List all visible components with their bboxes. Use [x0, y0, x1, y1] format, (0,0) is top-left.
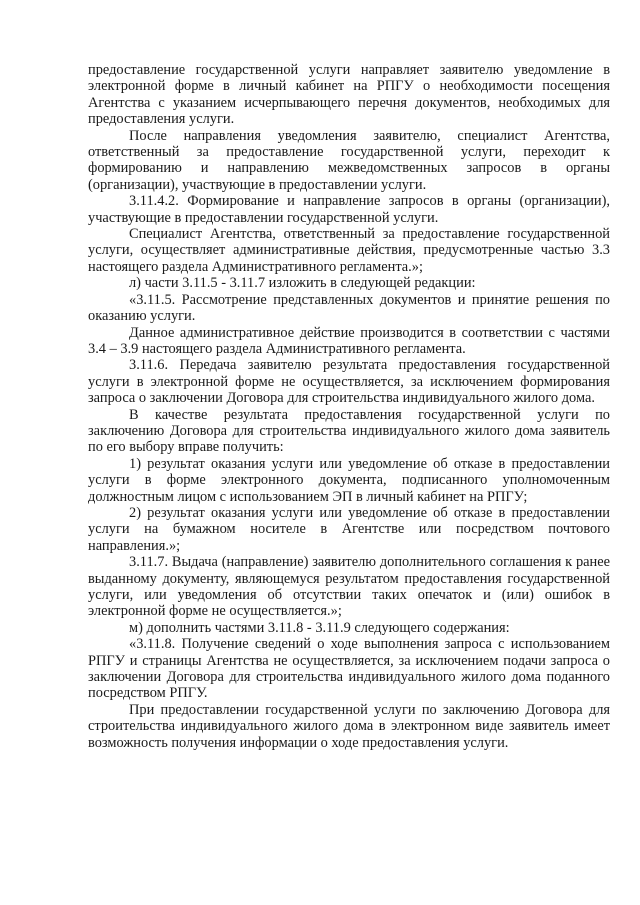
paragraph-specialist: Специалист Агентства, ответственный за предоставление государственной услуги, осуществляет административные действия, предусмотренные частью 3.3 настоящего раздела Административного регламента.»;: [88, 226, 610, 275]
paragraph-3-11-4-2: 3.11.4.2. Формирование и направление запросов в органы (организации), участвующие в предоставлении государственной услуги.: [88, 193, 610, 226]
paragraph-amendment-l: л) части 3.11.5 - 3.11.7 изложить в следующей редакции:: [129, 275, 476, 292]
paragraph-amendment-m: м) дополнить частями 3.11.8 - 3.11.9 следующего содержания:: [129, 619, 510, 636]
list-item-1: 1) результат оказания услуги или уведомление об отказе в предоставлении услуги в форме электронного документа, подписанного уполномоченным должностным лицом с использованием ЭП в личный кабинет на РПГУ;: [88, 455, 610, 505]
list-item-2: 2) результат оказания услуги или уведомление об отказе в предоставлении услуги на бумажном носителе в Агентстве или посредством почтового направления.»;: [88, 504, 610, 554]
paragraph-3-11-5: «3.11.5. Рассмотрение представленных документов и принятие решения по оказанию услуги.: [88, 291, 610, 325]
paragraph-final: При предоставлении государственной услуги по заключению Договора для строительства индивидуального жилого дома в электронном виде заявитель имеет возможность получения информации о ходе предоставления услуги.: [88, 701, 610, 751]
paragraph-continuation: предоставление государственной услуги направляет заявителю уведомление в электронной форме в личный кабинет на РПГУ о необходимости посещения Агентства с указанием исчерпывающего перечня документов, необходимых для предоставления услуги.: [88, 62, 610, 128]
paragraph-3-11-6: 3.11.6. Передача заявителю результата предоставления государственной услуги в электронной форме не осуществляется, за исключением формирования запроса о заключении Договора для строительства индивидуального жилого дома.: [88, 357, 610, 407]
paragraph-admin-action: Данное административное действие производится в соответствии с частями 3.4 – 3.9 настоящего раздела Административного регламента.: [88, 324, 610, 357]
paragraph-3-11-8: «3.11.8. Получение сведений о ходе выполнения запроса с использованием РПГУ и страницы Агентства не осуществляется, за исключением подачи запроса о заключении Договора для строительства индивидуального жилого дома поданного посредством РПГУ.: [88, 636, 610, 702]
paragraph-3-11-7: 3.11.7. Выдача (направление) заявителю дополнительного соглашения к ранее выданному документу, являющемуся результатом предоставления государственной услуги, или уведомления об отсутствии таких опечаток и (или) ошибок в электронной форме не осуществляется.»;: [88, 554, 610, 620]
document-page: [88, 62, 610, 751]
paragraph-notification: После направления уведомления заявителю, специалист Агентства, ответственный за предоставление государственной услуги, переходит к формированию и направлению межведомственных запросов в органы (организации), участвующие в предоставлении услуги.: [88, 127, 610, 193]
paragraph-result-options: В качестве результата предоставления государственной услуги по заключению Договора для строительства индивидуального жилого дома заявитель по его выбору вправе получить:: [88, 406, 610, 456]
